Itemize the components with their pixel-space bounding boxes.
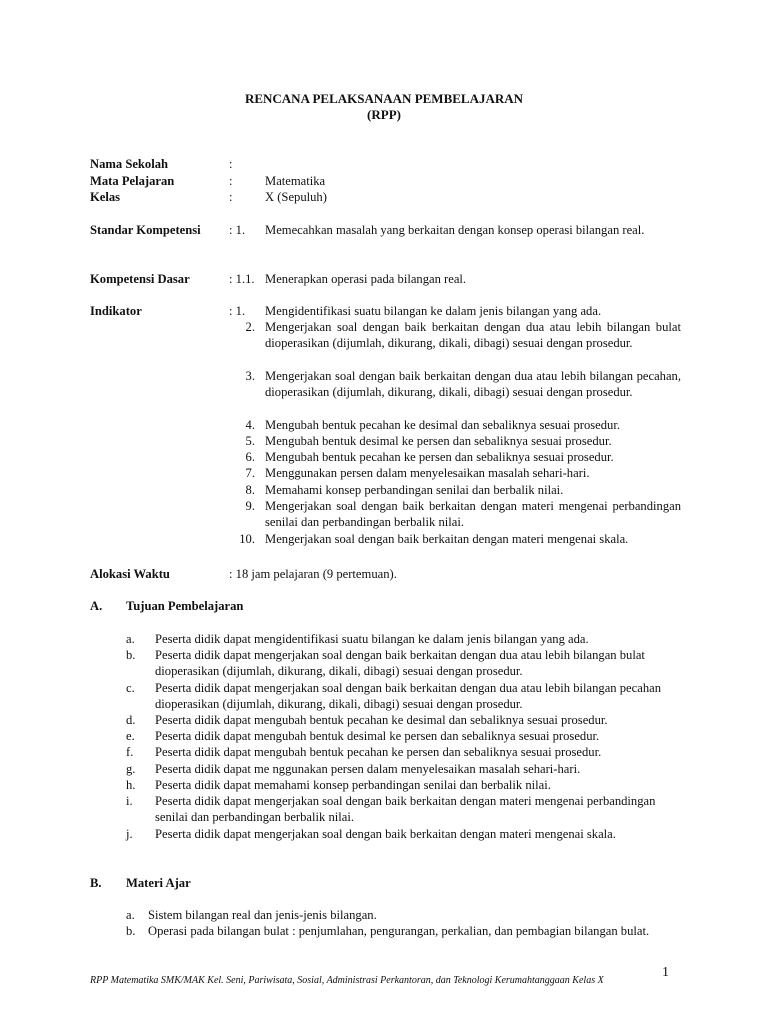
section-title: Materi Ajar: [126, 876, 191, 890]
document-subtitle: (RPP): [367, 107, 401, 122]
indikator-number: 5.: [245, 434, 255, 448]
standar-kompetensi-text: Memecahkan masalah yang berkaitan dengan konsep operasi bilangan real.: [265, 223, 645, 237]
list-text: Peserta didik dapat mengubah bentuk pecahan ke desimal dan sebaliknya sesuai prosedur.: [155, 713, 608, 727]
list-marker: c.: [126, 681, 135, 695]
alokasi-waktu-value: : 18 jam pelajaran (9 pertemuan).: [229, 567, 397, 581]
list-marker: i.: [126, 794, 133, 808]
identity-colon: :: [229, 174, 233, 188]
list-marker: g.: [126, 762, 136, 776]
indikator-number: 8.: [245, 483, 255, 497]
kompetensi-dasar-label: Kompetensi Dasar: [90, 272, 190, 286]
list-text: Sistem bilangan real dan jenis-jenis bilangan.: [148, 908, 377, 922]
standar-kompetensi-number: : 1.: [229, 223, 246, 237]
list-text: Peserta didik dapat mengerjakan soal dengan baik berkaitan dengan dua atau lebih bilangan bulat dioperasikan (dijumlah, dikurang, dikali, dibagi) sesuai dengan prosedur.: [155, 648, 645, 679]
list-marker: d.: [126, 713, 136, 727]
indikator-text: Mengubah bentuk pecahan ke persen dan sebaliknya sesuai prosedur.: [265, 450, 614, 464]
indikator-label: Indikator: [90, 304, 142, 318]
list-marker: a.: [126, 632, 135, 646]
indikator-text: Mengubah bentuk pecahan ke desimal dan sebaliknya sesuai prosedur.: [265, 418, 620, 432]
indikator-number: 7.: [245, 466, 255, 480]
indikator-text: Memahami konsep perbandingan senilai dan berbalik nilai.: [265, 483, 564, 497]
list-text: Peserta didik dapat me nggunakan persen dalam menyelesaikan masalah sehari-hari.: [155, 762, 581, 776]
list-text: Peserta didik dapat mengerjakan soal dengan baik berkaitan dengan dua atau lebih bilangan pecahan dioperasikan (dijumlah, dikurang, dikali, dibagi) sesuai dengan prosedur.: [155, 681, 662, 712]
identity-colon: :: [229, 190, 233, 204]
kompetensi-dasar-number: : 1.1.: [229, 272, 255, 286]
indikator-text: Mengerjakan soal dengan baik berkaitan dengan materi mengenai skala.: [265, 532, 629, 546]
kompetensi-dasar-text: Menerapkan operasi pada bilangan real.: [265, 272, 467, 286]
list-text: Peserta didik dapat mengerjakan soal dengan baik berkaitan dengan materi mengenai perbandingan senilai dan perbandingan berbalik nilai.: [155, 794, 656, 825]
identity-colon: :: [229, 157, 233, 171]
list-text: Peserta didik dapat mengubah bentuk pecahan ke persen dan sebaliknya sesuai prosedur.: [155, 745, 602, 759]
identity-label: Nama Sekolah: [90, 157, 169, 171]
indikator-text: Mengubah bentuk desimal ke persen dan sebaliknya sesuai prosedur.: [265, 434, 612, 448]
list-text: Peserta didik dapat mengidentifikasi suatu bilangan ke dalam jenis bilangan yang ada.: [155, 632, 589, 646]
indikator-number: : 1.: [229, 304, 246, 318]
indikator-text: Mengerjakan soal dengan baik berkaitan dengan dua atau lebih bilangan bulat dioperasikan (dijumlah, dikurang, dikali, dibagi) sesuai dengan prosedur.: [265, 320, 681, 351]
list-marker: a.: [126, 908, 135, 922]
list-marker: f.: [126, 745, 134, 759]
document-title: RENCANA PELAKSANAAN PEMBELAJARAN: [244, 91, 524, 106]
list-text: Peserta didik dapat mengerjakan soal dengan baik berkaitan dengan materi mengenai skala.: [155, 827, 616, 841]
indikator-number: 9.: [245, 499, 255, 513]
list-text: Peserta didik dapat memahami konsep perbandingan senilai dan berbalik nilai.: [155, 778, 551, 792]
indikator-block: [90, 303, 680, 553]
indikator-text: Mengerjakan soal dengan baik berkaitan dengan dua atau lebih bilangan pecahan, dioperasikan (dijumlah, dikurang, dikali, dibagi) sesuai dengan prosedur.: [265, 369, 681, 400]
list-text: Peserta didik dapat mengubah bentuk desimal ke persen dan sebaliknya sesuai prosedur.: [155, 729, 600, 743]
list-marker: b.: [126, 648, 136, 662]
indikator-number: 3.: [245, 369, 255, 383]
identity-label: Kelas: [90, 190, 121, 204]
indikator-number: 2.: [245, 320, 255, 334]
identity-label: Mata Pelajaran: [90, 174, 175, 188]
list-marker: j.: [126, 827, 133, 841]
indikator-text: Mengidentifikasi suatu bilangan ke dalam jenis bilangan yang ada.: [265, 304, 602, 318]
page-number: 1: [662, 965, 669, 980]
section-title: Tujuan Pembelajaran: [126, 599, 244, 613]
list-marker: e.: [126, 729, 135, 743]
identity-value: Matematika: [265, 174, 326, 188]
indikator-text: Menggunakan persen dalam menyelesaikan masalah sehari-hari.: [265, 466, 590, 480]
list-text: Operasi pada bilangan bulat : penjumlahan, pengurangan, perkalian, dan pembagian bilangan bulat.: [148, 924, 650, 938]
section-letter: A.: [90, 599, 103, 613]
list-marker: b.: [126, 924, 136, 938]
indikator-text: Mengerjakan soal dengan baik berkaitan dengan materi mengenai perbandingan senilai dan perbandingan berbalik nilai.: [265, 499, 681, 530]
section-letter: B.: [90, 876, 102, 890]
standar-kompetensi-label: Standar Kompetensi: [90, 223, 201, 237]
list-marker: h.: [126, 778, 136, 792]
indikator-number: 4.: [245, 418, 255, 432]
identity-value: X (Sepuluh): [265, 190, 327, 204]
indikator-number: 10.: [239, 532, 255, 546]
page-footer: RPP Matematika SMK/MAK Kel. Seni, Pariwisata, Sosial, Administrasi Perkantoran, dan Teknologi Kerumahtanggaan Kelas X: [90, 975, 604, 986]
alokasi-waktu-label: Alokasi Waktu: [90, 567, 170, 581]
indikator-number: 6.: [245, 450, 255, 464]
